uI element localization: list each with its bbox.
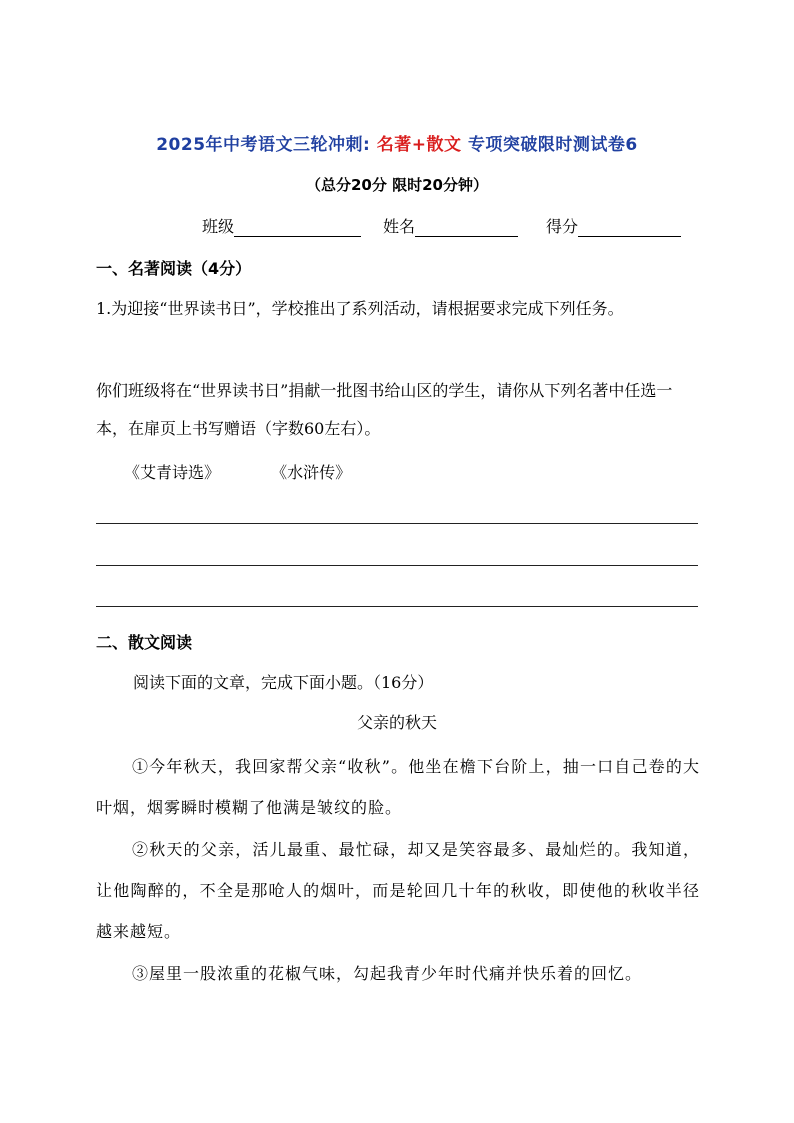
score-label: 得分 xyxy=(546,217,579,236)
student-info-row xyxy=(202,214,681,237)
question-1-instruction: 你们班级将在“世界读书日”捐献一批图书给山区的学生，请你从下列名著中任选一本，在扉页上书写赠语（字数60左右）。 xyxy=(96,381,673,438)
section2-intro: 阅读下面的文章，完成下面小题。（16分） xyxy=(133,673,434,692)
exam-subtitle: （总分20分 限时20分钟） xyxy=(306,176,488,194)
essay-paragraph: ①今年秋天，我回家帮父亲“收秋”。他坐在檐下台阶上，抽一口自己卷的大叶烟，烟雾瞬时模糊了他满是皱纹的脸。 xyxy=(96,757,700,817)
essay-paragraph: ③屋里一股浓重的花椒气味，勾起我青少年时代痛并快乐着的回忆。 xyxy=(132,964,643,983)
section1-heading: 一、名著阅读（4分） xyxy=(96,259,252,278)
name-label: 姓名 xyxy=(383,217,416,236)
question-1: 1.为迎接“世界读书日”，学校推出了系列活动，请根据要求完成下列任务。 xyxy=(96,299,624,318)
class-field xyxy=(202,214,361,237)
title-prefix: 2025年中考语文三轮冲刺: xyxy=(156,135,371,155)
answer-line[interactable] xyxy=(96,606,698,607)
answer-line[interactable] xyxy=(96,523,698,524)
book-options xyxy=(124,460,351,483)
name-blank[interactable] xyxy=(415,218,518,237)
answer-line[interactable] xyxy=(96,565,698,566)
essay-paragraph: ②秋天的父亲，活儿最重、最忙碌，却又是笑容最多、最灿烂的。我知道，让他陶醉的，不全是那呛人的烟叶，而是轮回几十年的秋收，即使他的秋收半径越来越短。 xyxy=(96,840,700,941)
score-field xyxy=(546,214,681,237)
section2-heading: 二、散文阅读 xyxy=(96,633,193,652)
score-blank[interactable] xyxy=(578,218,681,237)
class-blank[interactable] xyxy=(234,218,361,237)
exam-title xyxy=(0,130,794,155)
name-field xyxy=(383,214,518,237)
class-label: 班级 xyxy=(202,217,235,236)
title-highlight: 名著+散文 xyxy=(376,135,462,155)
book-option-2: 《水浒传》 xyxy=(271,463,352,482)
essay-title: 父亲的秋天 xyxy=(356,713,437,732)
book-option-1: 《艾青诗选》 xyxy=(124,463,221,482)
title-suffix: 专项突破限时测试卷6 xyxy=(467,135,638,155)
